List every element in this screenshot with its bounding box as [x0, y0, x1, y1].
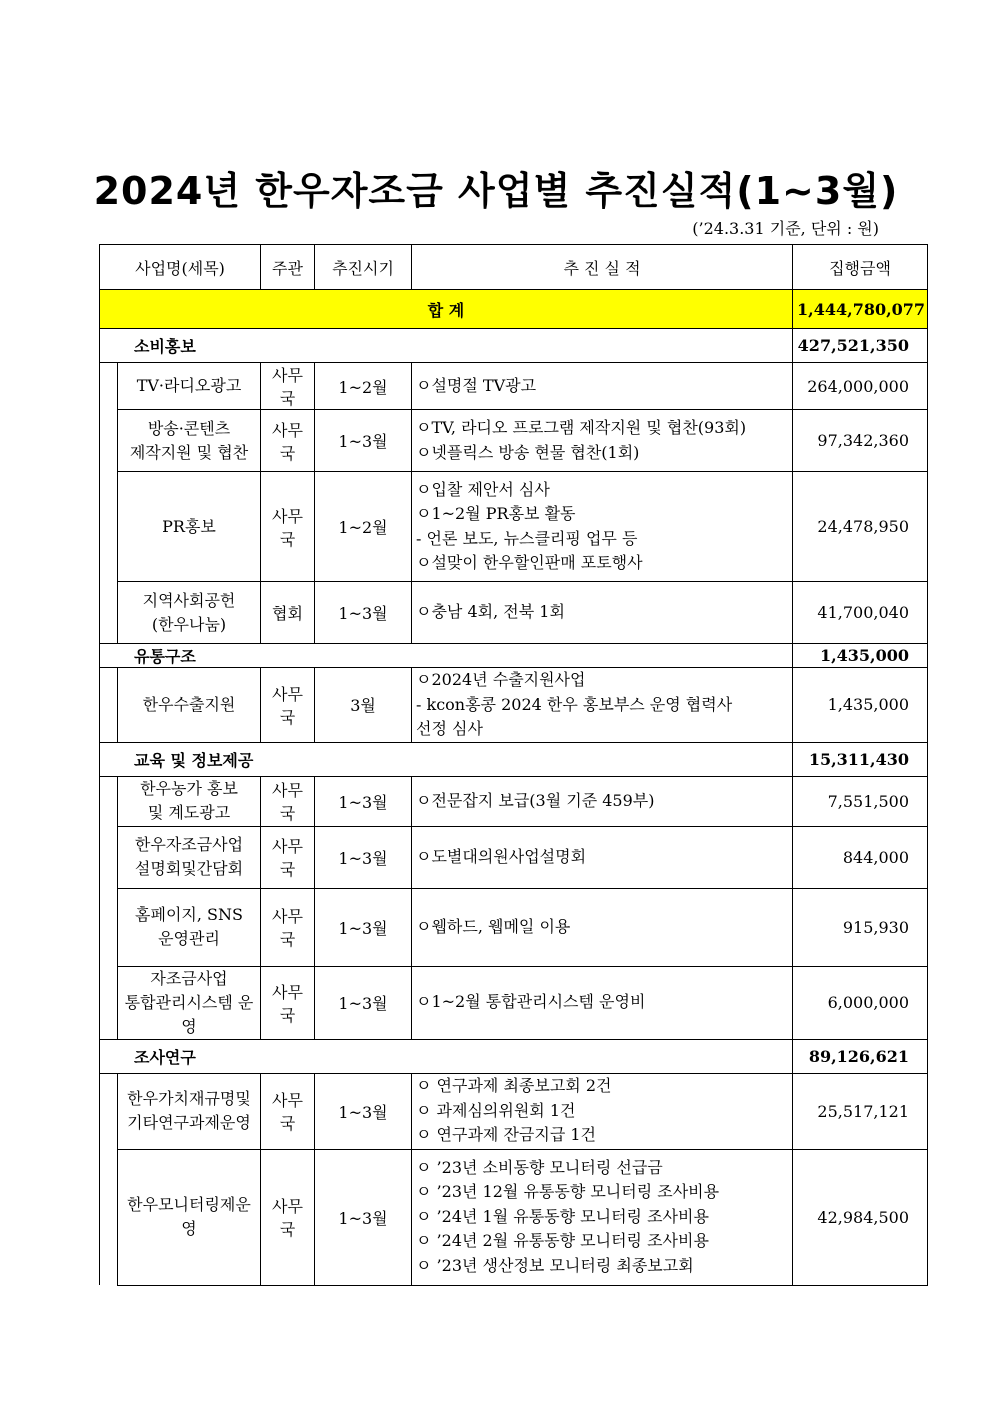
- project-name-line: 홈페이지, SNS: [135, 905, 243, 924]
- project-period: 1~3월: [315, 776, 412, 826]
- indent-cell: [100, 363, 118, 410]
- table-row: [100, 582, 928, 644]
- detail-line: ㅇ 연구과제 최종보고회 2건: [416, 1076, 612, 1096]
- project-org: 사무국: [261, 472, 315, 582]
- project-details: [412, 410, 793, 472]
- table-row: [100, 826, 928, 888]
- indent-cell: [100, 668, 118, 743]
- table-row: [100, 1149, 928, 1285]
- detail-line: ㅇ ’24년 2월 유통동향 모니터링 조사비용: [416, 1231, 709, 1251]
- project-name: [118, 888, 261, 966]
- indent-cell: [100, 776, 118, 826]
- detail-line: ㅇ설맞이 한우할인판매 포토행사: [416, 553, 643, 572]
- detail-line: - 언론 보도, 뉴스클리핑 업무 등: [416, 528, 638, 548]
- detail-line: ㅇ 연구과제 잔금지급 1건: [416, 1125, 597, 1145]
- project-amount: 24,478,950: [793, 472, 928, 582]
- indent-cell: [100, 888, 118, 966]
- project-period: 1~2월: [315, 363, 412, 410]
- project-period: 1~3월: [315, 410, 412, 472]
- project-amount: 915,930: [793, 888, 928, 966]
- table-header: [100, 245, 928, 290]
- project-name: [118, 668, 261, 743]
- project-name: [118, 363, 261, 410]
- category-name: 교육 및 정보제공: [100, 742, 793, 776]
- category-name: 유통구조: [100, 644, 793, 668]
- project-amount: 97,342,360: [793, 410, 928, 472]
- project-name: [118, 826, 261, 888]
- indent-cell: [100, 472, 118, 582]
- project-org: 사무국: [261, 363, 315, 410]
- project-org: 사무국: [261, 668, 315, 743]
- detail-line: ㅇ웹하드, 웹메일 이용: [416, 916, 571, 936]
- detail-line: ㅇ2024년 수출지원사업: [416, 670, 586, 689]
- project-org: 사무국: [261, 966, 315, 1039]
- project-period: 1~3월: [315, 1073, 412, 1149]
- indent-cell: [100, 410, 118, 472]
- performance-table: [99, 244, 928, 1286]
- total-row: [100, 290, 928, 329]
- project-period: 3월: [315, 668, 412, 743]
- category-row: [100, 1039, 928, 1073]
- project-name-line: PR홍보: [162, 516, 216, 536]
- project-org: 사무국: [261, 1073, 315, 1149]
- header-period: 추진시기: [315, 245, 412, 290]
- detail-line: ㅇ1~2월 통합관리시스템 운영비: [416, 992, 646, 1012]
- project-amount: 25,517,121: [793, 1073, 928, 1149]
- project-amount: 264,000,000: [793, 363, 928, 410]
- project-name-line: 기타연구과제운영: [127, 1113, 251, 1132]
- project-name-line: 제작지원 및 협찬: [129, 442, 249, 462]
- category-amount: 15,311,430: [793, 742, 928, 776]
- project-amount: 41,700,040: [793, 582, 928, 644]
- project-name: [118, 472, 261, 582]
- project-amount: 1,435,000: [793, 668, 928, 743]
- project-period: 1~3월: [315, 888, 412, 966]
- project-org: 협회: [261, 582, 315, 644]
- header-name: 사업명(세목): [100, 245, 261, 290]
- table-row: [100, 668, 928, 743]
- project-name-line: TV·라디오광고: [136, 376, 242, 395]
- detail-line: ㅇ도별대의원사업설명회: [416, 846, 587, 866]
- project-name-line: 한우가치재규명및: [127, 1089, 251, 1108]
- project-details: [412, 776, 793, 826]
- detail-line: 선정 심사: [416, 719, 483, 738]
- project-name-line: 설명회및간담회: [134, 859, 244, 878]
- detail-line: ㅇ설명절 TV광고: [416, 375, 537, 395]
- project-details: [412, 1073, 793, 1149]
- project-org: 사무국: [261, 410, 315, 472]
- page-title: 2024년 한우자조금 사업별 추진실적(1~3월): [93, 169, 899, 213]
- detail-line: - kcon홍콩 2024 한우 홍보부스 운영 협력사: [416, 694, 733, 714]
- detail-line: ㅇ입찰 제안서 심사: [416, 479, 550, 499]
- category-amount: 89,126,621: [793, 1039, 928, 1073]
- project-name-line: 통합관리시스템 운영: [124, 992, 254, 1036]
- project-name-line: 운영관리: [158, 929, 220, 948]
- detail-line: ㅇ전문잡지 보급(3월 기준 459부): [416, 790, 655, 810]
- category-name: 소비홍보: [100, 329, 793, 363]
- detail-line: ㅇ ’23년 12월 유통동향 모니터링 조사비용: [416, 1182, 720, 1202]
- total-label: 합 계: [100, 290, 793, 329]
- table-row: [100, 410, 928, 472]
- project-name: [118, 966, 261, 1039]
- project-period: 1~2월: [315, 472, 412, 582]
- table-row: [100, 888, 928, 966]
- project-details: [412, 1149, 793, 1285]
- project-details: [412, 472, 793, 582]
- project-period: 1~3월: [315, 582, 412, 644]
- table-row: [100, 1073, 928, 1149]
- detail-line: ㅇTV, 라디오 프로그램 제작지원 및 협찬(93회): [416, 418, 747, 437]
- detail-line: ㅇ ’23년 생산정보 모니터링 최종보고회: [416, 1255, 694, 1275]
- project-details: [412, 826, 793, 888]
- basis-note: (’24.3.31 기준, 단위 : 원): [692, 219, 879, 238]
- project-name-line: 및 계도광고: [147, 803, 231, 822]
- project-details: [412, 582, 793, 644]
- indent-cell: [100, 582, 118, 644]
- project-name-line: 한우자조금사업: [134, 835, 244, 854]
- table-row: [100, 776, 928, 826]
- project-name-line: 한우농가 홍보: [140, 779, 238, 798]
- indent-cell: [100, 966, 118, 1039]
- project-name: [118, 1073, 261, 1149]
- project-details: [412, 966, 793, 1039]
- category-amount: 427,521,350: [793, 329, 928, 363]
- indent-cell: [100, 826, 118, 888]
- project-period: 1~3월: [315, 966, 412, 1039]
- project-org: 사무국: [261, 826, 315, 888]
- header-org: 주관: [261, 245, 315, 290]
- project-name-line: 자조금사업: [150, 968, 228, 988]
- project-name: [118, 1149, 261, 1285]
- project-org: 사무국: [261, 1149, 315, 1285]
- table-row: [100, 363, 928, 410]
- project-amount: 6,000,000: [793, 966, 928, 1039]
- project-org: 사무국: [261, 776, 315, 826]
- project-amount: 42,984,500: [793, 1149, 928, 1285]
- category-amount: 1,435,000: [793, 644, 928, 668]
- project-name-line: 한우수출지원: [142, 694, 236, 714]
- project-name-line: 방송·콘텐츠: [147, 418, 231, 438]
- project-name: [118, 410, 261, 472]
- project-details: [412, 363, 793, 410]
- table-row: [100, 472, 928, 582]
- project-amount: 844,000: [793, 826, 928, 888]
- category-row: [100, 742, 928, 776]
- project-name-line: 한우모니터링제운영: [127, 1195, 251, 1238]
- project-details: [412, 668, 793, 743]
- category-row: [100, 644, 928, 668]
- indent-cell: [100, 1073, 118, 1149]
- project-amount: 7,551,500: [793, 776, 928, 826]
- detail-line: ㅇ1~2월 PR홍보 활동: [416, 504, 576, 523]
- project-details: [412, 888, 793, 966]
- category-name: 조사연구: [100, 1039, 793, 1073]
- header-detail: 추 진 실 적: [412, 245, 793, 290]
- project-org: 사무국: [261, 888, 315, 966]
- table-row: [100, 966, 928, 1039]
- indent-cell: [100, 1149, 118, 1285]
- total-amount: 1,444,780,077: [793, 290, 928, 329]
- detail-line: ㅇ ’23년 소비동향 모니터링 선급금: [416, 1157, 663, 1177]
- detail-line: ㅇ ’24년 1월 유통동향 모니터링 조사비용: [416, 1206, 709, 1226]
- detail-line: ㅇ넷플릭스 방송 현물 협찬(1회): [416, 442, 640, 462]
- detail-line: ㅇ충남 4회, 전북 1회: [416, 602, 565, 622]
- project-period: 1~3월: [315, 826, 412, 888]
- project-name-line: (한우나눔): [151, 614, 227, 634]
- project-period: 1~3월: [315, 1149, 412, 1285]
- category-row: [100, 329, 928, 363]
- detail-line: ㅇ 과제심의위원회 1건: [416, 1100, 576, 1120]
- project-name: [118, 776, 261, 826]
- header-amount: 집행금액: [793, 245, 928, 290]
- project-name: [118, 582, 261, 644]
- project-name-line: 지역사회공헌: [142, 590, 236, 610]
